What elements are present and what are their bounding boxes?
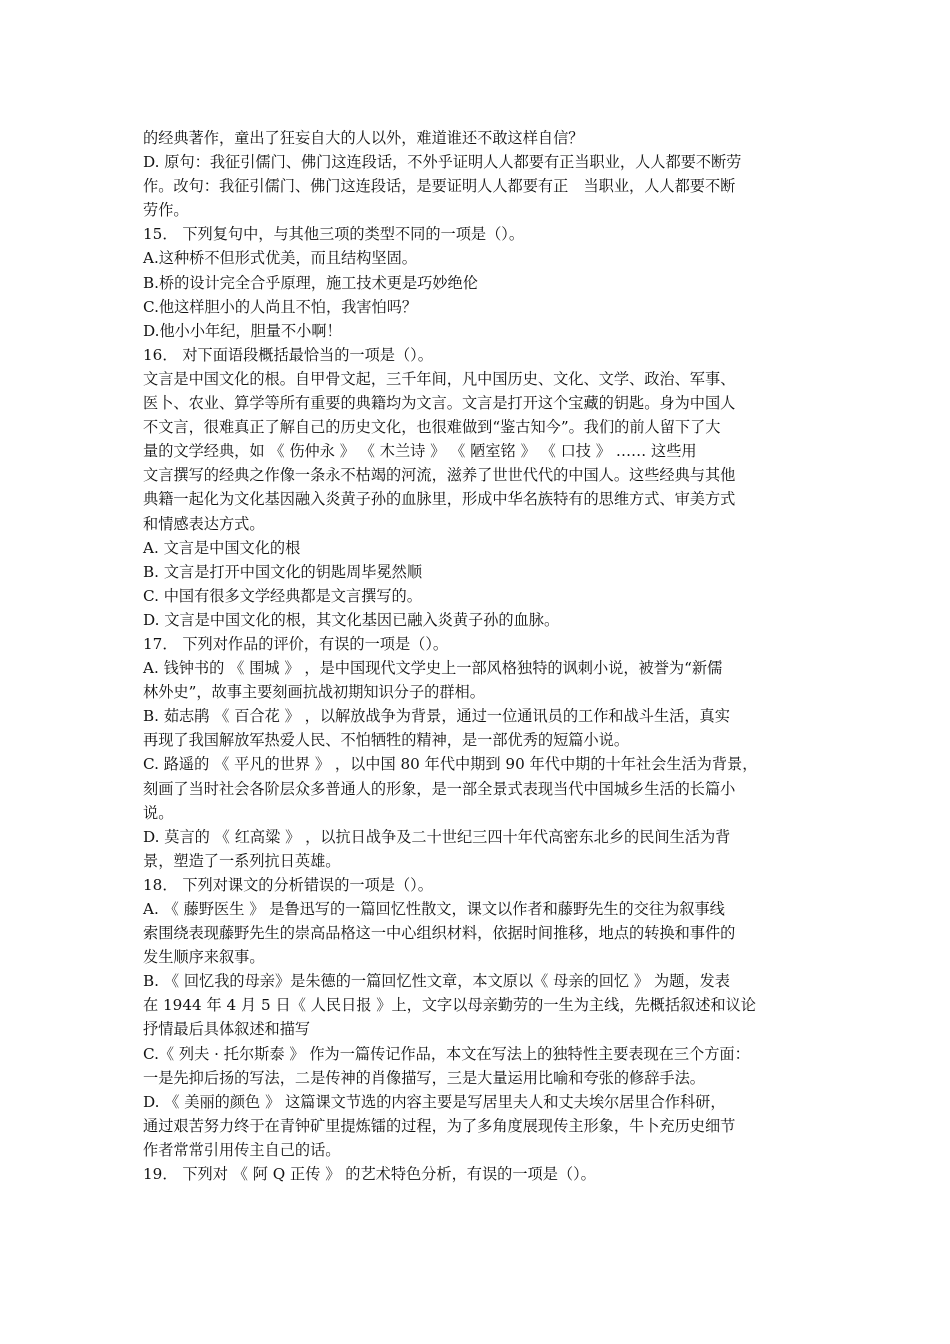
- option-line: B.桥的设计完全合乎原理，施工技术更是巧妙绝伦: [143, 273, 478, 292]
- option-line: 抒情最后具体叙述和描写: [143, 1020, 311, 1039]
- option-line: A. 文言是中国文化的根: [143, 538, 301, 557]
- text-line: 作。改句：我征引儒门、佛门这连段话，是要证明人人都要有正 当职业，人人都要不断: [143, 177, 736, 196]
- option-line: B. 茹志鹃 《 百合花 》 ，以解放战争为背景，通过一位通讯员的工作和战斗生活，真实: [143, 707, 730, 726]
- passage-line: 量的文学经典，如 《 伤仲永 》 《 木兰诗 》 《 陋室铭 》 《 口技 》 …… 这些用: [143, 442, 697, 461]
- document-page: [143, 126, 811, 1186]
- option-line: A.这种桥不但形式优美，而且结构坚固。: [143, 249, 417, 268]
- option-line: 说。: [143, 803, 174, 822]
- question-19-stem: 19． 下列对 《 阿 Q 正传 》 的艺术特色分析，有误的一项是（）。: [143, 1165, 596, 1184]
- question-16-stem: 16． 对下面语段概括最恰当的一项是（）。: [143, 345, 433, 364]
- passage-line: 医卜、农业、算学等所有重要的典籍均为文言。文言是打开这个宝藏的钥匙。身为中国人: [143, 394, 736, 413]
- option-line: A. 钱钟书的 《 围城 》 ，是中国现代文学史上一部风格独特的讽刺小说，被誉为“新儒: [143, 659, 723, 678]
- question-15-stem: 15． 下列复句中，与其他三项的类型不同的一项是（）。: [143, 225, 525, 244]
- option-line: 作者常常引用传主自己的话。: [143, 1140, 341, 1159]
- passage-line: 典籍一起化为文化基因融入炎黄子孙的血脉里，形成中华名族特有的思维方式、审美方式: [143, 490, 736, 509]
- text-line: 劳作。: [143, 201, 189, 220]
- option-line: D. 《 美丽的颜色 》 这篇课文节选的内容主要是写居里夫人和丈夫埃尔居里合作科研，: [143, 1092, 726, 1111]
- option-line: D. 文言是中国文化的根，其文化基因已融入炎黄子孙的血脉。: [143, 610, 560, 629]
- passage-line: 文言是中国文化的根。自甲骨文起，三千年间，凡中国历史、文化、文学、政治、军事、: [143, 369, 736, 388]
- option-line: 发生顺序来叙事。: [143, 948, 265, 967]
- text-line: 的经典著作，童出了狂妄自大的人以外，难道谁还不敢这样自信？: [143, 129, 584, 147]
- option-line: D.他小小年纪，胆量不小啊！: [143, 321, 342, 340]
- option-line: A. 《 藤野医生 》 是鲁迅写的一篇回忆性散文，课文以作者和藤野先生的交往为叙事线: [143, 900, 725, 918]
- text-line: D. 原句：我征引儒门、佛门这连段话，不外乎证明人人都要有正当职业，人人都要不断劳: [143, 153, 742, 172]
- option-line: C. 路遥的 《 平凡的世界 》 ，以中国 80 年代中期到 90 年代中期的十年社会生活为背景，: [143, 755, 758, 774]
- option-line: 景，塑造了一系列抗日英雄。: [143, 851, 341, 870]
- passage-line: 不文言，很难真正了解自己的历史文化，也很难做到“鉴古知今”。我们的前人留下了大: [143, 418, 721, 437]
- option-line: 再现了我国解放军热爱人民、不怕牺牲的精神，是一部优秀的短篇小说。: [143, 731, 629, 750]
- option-line: B. 文言是打开中国文化的钥匙周毕冕然顺: [143, 562, 423, 581]
- option-line: C.他这样胆小的人尚且不怕，我害怕吗？: [143, 297, 418, 316]
- passage-line: 文言撰写的经典之作像一条永不枯竭的河流，滋养了世世代代的中国人。这些经典与其他: [143, 466, 736, 485]
- option-line: C.《 列夫 · 托尔斯泰 》 作为一篇传记作品，本文在写法上的独特性主要表现在三个方面：: [143, 1044, 750, 1063]
- option-line: 在 1944 年 4 月 5 日《 人民日报 》上，文字以母亲勤劳的一生为主线，先概括叙述和议论: [143, 996, 756, 1015]
- option-line: 索围绕表现藤野先生的崇高品格这一中心组织材料，依据时间推移，地点的转换和事件的: [143, 924, 736, 943]
- option-line: C. 中国有很多文学经典都是文言撰写的。: [143, 586, 422, 605]
- question-17-stem: 17． 下列对作品的评价，有误的一项是（）。: [143, 634, 449, 653]
- option-line: 林外史”，故事主要刻画抗战初期知识分子的群相。: [143, 683, 485, 702]
- option-line: 通过艰苦努力终于在青钟矿里提炼镭的过程，为了多角度展现传主形象，牛卜充历史细节: [143, 1116, 736, 1135]
- option-line: B. 《 回忆我的母亲》是朱德的一篇回忆性文章，本文原以《 母亲的回忆 》 为题，发表: [143, 972, 730, 991]
- question-18-stem: 18． 下列对课文的分析错误的一项是（）。: [143, 875, 433, 894]
- option-line: D. 莫言的 《 红高粱 》 ，以抗日战争及二十世纪三四十年代高密东北乡的民间生活为背: [143, 827, 731, 846]
- passage-line: 和情感表达方式。: [143, 514, 265, 533]
- option-line: 刻画了当时社会各阶层众多普通人的形象，是一部全景式表现当代中国城乡生活的长篇小: [143, 779, 736, 798]
- option-line: 一是先抑后扬的写法，二是传神的肖像描写，三是大量运用比喻和夸张的修辞手法。: [143, 1068, 705, 1087]
